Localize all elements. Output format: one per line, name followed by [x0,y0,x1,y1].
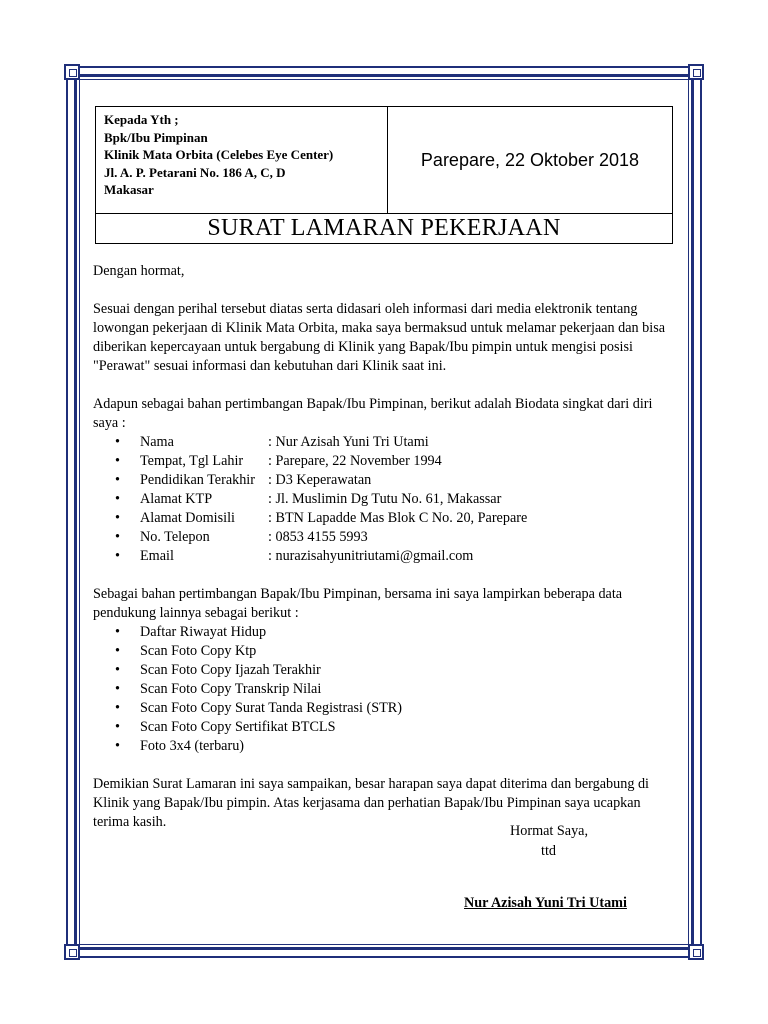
biodata-item [93,471,673,490]
biodata-label: Pendidikan Terakhir [140,472,255,488]
biodata-item [93,433,673,452]
attachments-intro: Sebagai bahan pertimbangan Bapak/Ibu Pimpinan, bersama ini saya lampirkan beberapa data pendukung lainnya sebagai berikut : [93,586,623,621]
biodata-label: Alamat Domisili [140,510,235,526]
biodata-item [93,528,673,547]
biodata-item [93,547,673,566]
corner-ornament-top-right [688,64,704,80]
letter-body [93,262,673,832]
letter-header-table [95,106,673,244]
recipient-address [96,107,388,213]
biodata-value: : 0853 4155 5993 [268,529,368,545]
biodata-list [93,433,673,566]
biodata-intro: Adapun sebagai bahan pertimbangan Bapak/Ibu Pimpinan, berikut adalah Biodata singkat dari diri saya : [93,396,653,431]
attachment-item: • Foto 3x4 (terbaru) [93,737,673,756]
letter-date: Parepare, 22 Oktober 2018 [420,149,640,170]
recipient-line: Jl. A. P. Petarani No. 186 A, C, D [104,164,286,180]
biodata-item [93,452,673,471]
corner-ornament-bottom-right [688,944,704,960]
attachment-item: • Daftar Riwayat Hidup [93,623,673,642]
biodata-label: No. Telepon [140,529,210,545]
recipient-line: Klinik Mata Orbita (Celebes Eye Center) [104,147,334,162]
biodata-value: : Jl. Muslimin Dg Tutu No. 61, Makassar [268,491,502,507]
signer-name: Nur Azisah Yuni Tri Utami [464,895,627,911]
ttd-text: ttd [541,843,556,859]
salutation: Dengan hormat, [93,263,185,279]
biodata-label: Alamat KTP [140,491,213,507]
biodata-value: : nurazisahyunitriutami@gmail.com [268,548,474,564]
corner-ornament-top-left [64,64,80,80]
attachment-item: • Scan Foto Copy Transkrip Nilai [93,680,673,699]
biodata-label: Nama [140,434,174,450]
biodata-value: : Parepare, 22 November 1994 [268,453,442,469]
recipient-line: Kepada Yth ; [104,112,179,127]
attachment-item: • Scan Foto Copy Sertifikat BTCLS [93,718,673,737]
corner-ornament-bottom-left [64,944,80,960]
biodata-label: Tempat, Tgl Lahir [140,453,244,469]
attachment-item: • Scan Foto Copy Surat Tanda Registrasi (STR) [93,699,673,718]
attachment-item: • Scan Foto Copy Ijazah Terakhir [93,661,673,680]
intro-paragraph: Sesuai dengan perihal tersebut diatas serta didasari oleh informasi dari media elektronik tentang lowongan pekerjaan di Klinik Mata Orbita, maka saya bermaksud untuk melamar pekerjaan dan bisa diberikan kepercayaan untuk bergabung di Klinik yang Bapak/Ibu pimpin untuk mengisi posisi "Perawat" sesuai informasi dan kebutuhan dari Klinik saat ini. [93,301,666,374]
biodata-item [93,509,673,528]
biodata-item [93,490,673,509]
biodata-value: : BTN Lapadde Mas Blok C No. 20, Parepare [268,510,528,526]
attachment-item: • Scan Foto Copy Ktp [93,642,673,661]
attachments-list [93,623,673,756]
biodata-label: Email [140,548,174,564]
regards-text: Hormat Saya, [510,823,589,839]
biodata-value: : Nur Azisah Yuni Tri Utami [268,434,429,450]
closing-paragraph: Demikian Surat Lamaran ini saya sampaikan, besar harapan saya dapat diterima dan bergabung di Klinik yang Bapak/Ibu pimpin. Atas kerjasama dan perhatian Bapak/Ibu Pimpinan saya ucapkan terima kasih. [93,776,650,830]
recipient-line: Bpk/Ibu Pimpinan [104,129,208,145]
biodata-value: : D3 Keperawatan [268,472,372,488]
letter-title: SURAT LAMARAN PEKERJAAN [96,213,672,243]
recipient-line: Makasar [104,182,154,197]
